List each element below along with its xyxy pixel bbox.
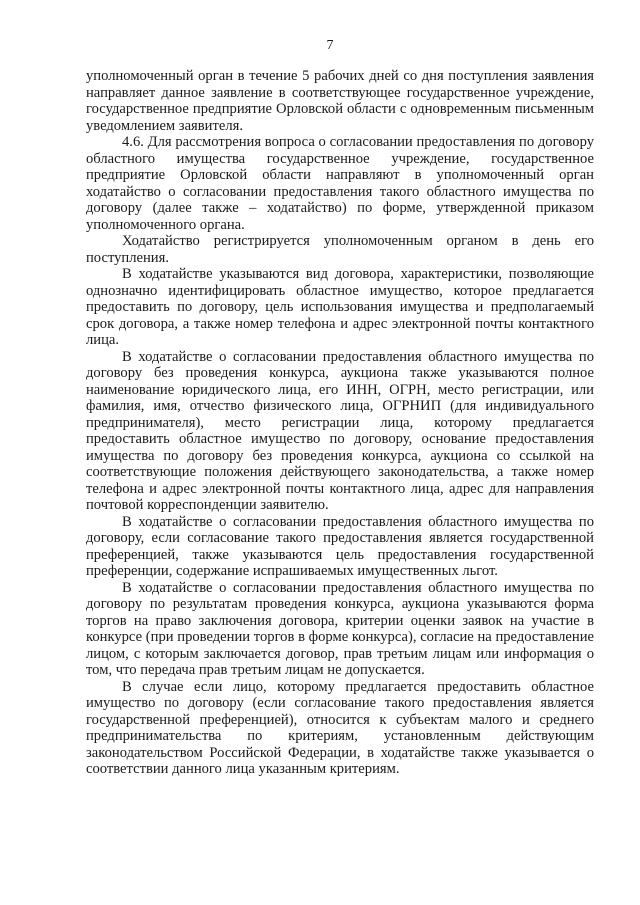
paragraph-without-tender: В ходатайстве о согласовании предоставления областного имущества по договору без проведения конкурса, аукциона также указываются полное наименование юридического лица, его ИНН, ОГРН, место регистрации, или фамилия, имя, отчество физического лица, ОГРНИП (для индивидуального предпринимателя), место регистрации лица, которому предлагается предоставить областное имущество по договору, основание предоставления имущества по договору без проведения конкурса, аукциона со ссылкой на соответствующие положения действующего законодательства, а также номер телефона и адрес электронной почты контактного лица, адрес для направления почтовой корреспонденции заявителю. [86,348,594,513]
document-body [86,68,594,778]
paragraph-state-preference: В ходатайстве о согласовании предоставления областного имущества по договору, если согласование такого предоставления является государственной преференцией, также указываются цель предоставления государственной преференции, содержание испрашиваемых имущественных льгот. [86,513,594,579]
paragraph-registration: Ходатайство регистрируется уполномоченным органом в день его поступления. [86,233,594,266]
paragraph-tender-results: В ходатайстве о согласовании предоставления областного имущества по договору по результатам проведения конкурса, аукциона указываются форма торгов на право заключения договора, критерии оценки заявок на участие в конкурсе (при проведении торгов в форме конкурса), согласие на предоставление лицом, с которым заключается договор, прав третьим лицам или информация о том, что передача прав третьим лицам не допускается. [86,579,594,678]
page-number: 7 [326,38,334,53]
paragraph-4-6: 4.6. Для рассмотрения вопроса о согласовании предоставления по договору областного имущества государственное учреждение, государственное предприятие Орловской области направляют в уполномоченный орган ходатайство о согласовании предоставления такого областного имущества по договору (далее также – ходатайство) по форме, утвержденной приказом уполномоченного органа. [86,134,594,233]
paragraph-continuation: уполномоченный орган в течение 5 рабочих дней со дня поступления заявления направляет данное заявление в соответствующее государственное учреждение, государственное предприятие Орловской области с одновременным письменным уведомлением заявителя. [86,68,594,134]
paragraph-petition-contents: В ходатайстве указываются вид договора, характеристики, позволяющие однозначно идентифицировать областное имущество, которое предлагается предоставить по договору, цель использования имущества и предполагаемый срок договора, а также номер телефона и адрес электронной почты контактного лица. [86,266,594,348]
paragraph-small-business: В случае если лицо, которому предлагается предоставить областное имущество по договору (если согласование такого предоставления является государственной преференцией), относится к субъектам малого и среднего предпринимательства по критериям, установленным действующим законодательством Российской Федерации, в ходатайстве также указывается о соответствии данного лица указанным критериям. [86,678,594,777]
